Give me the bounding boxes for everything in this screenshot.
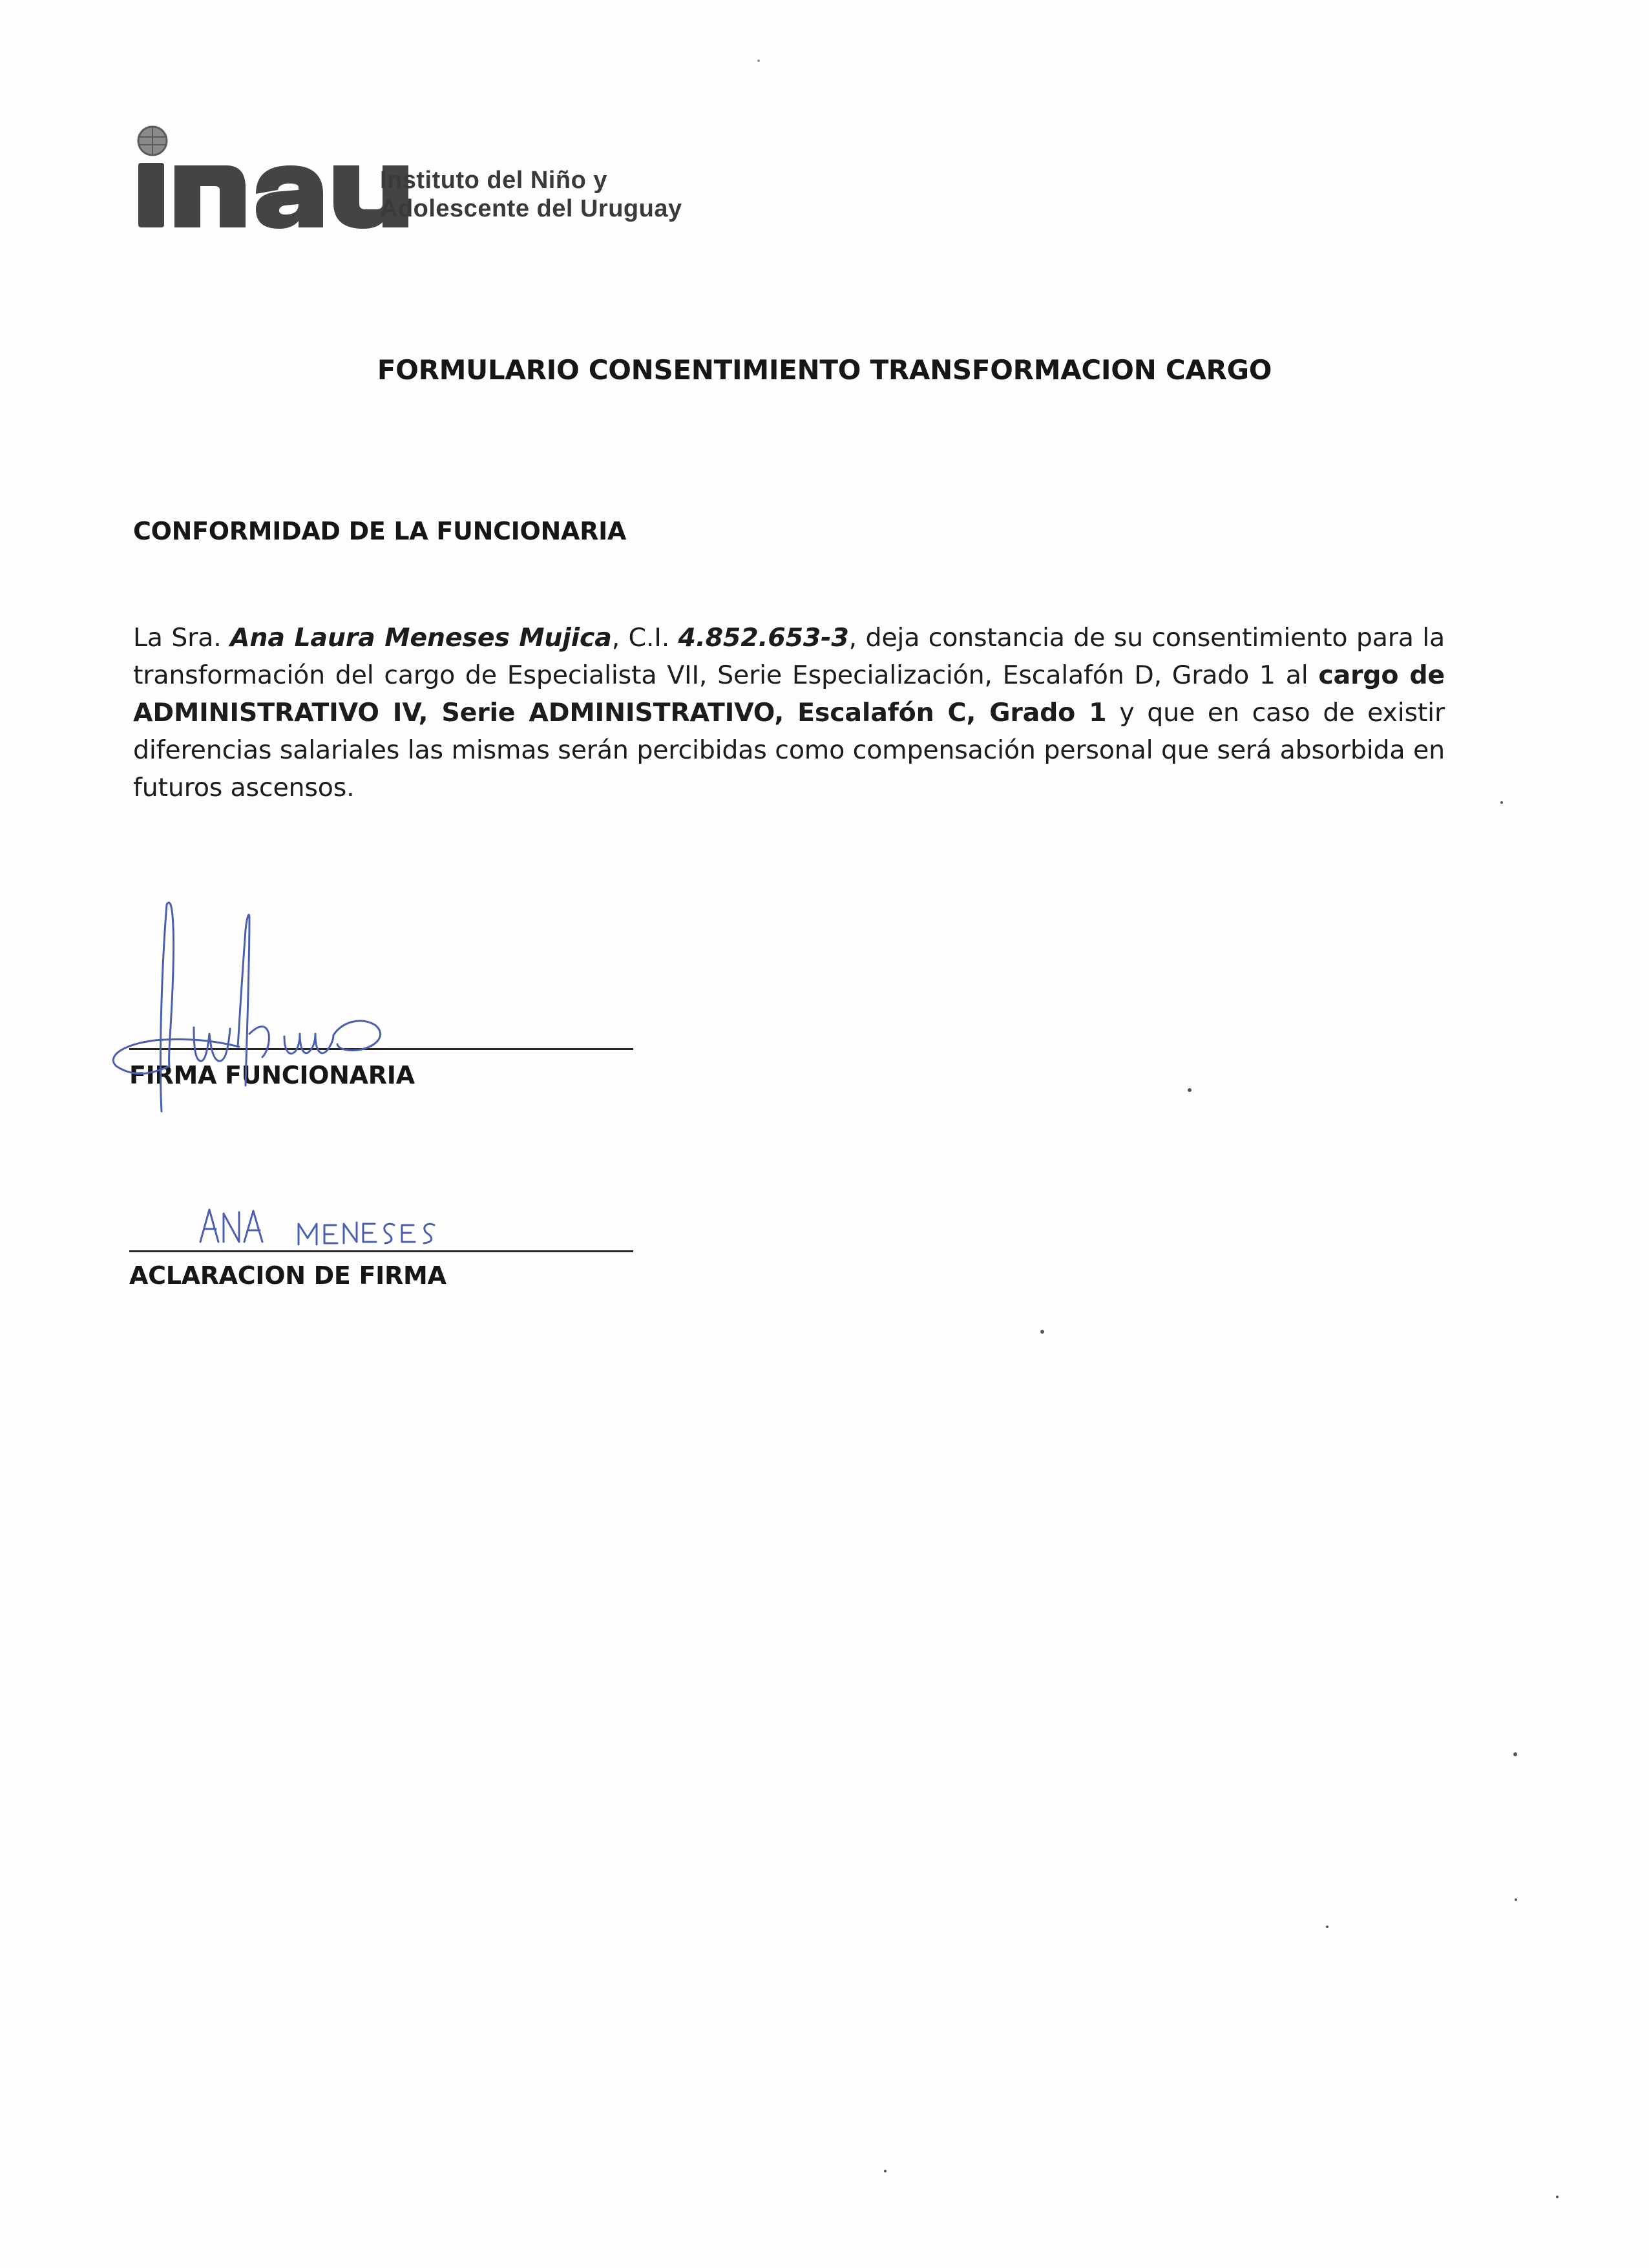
scan-speck [1040, 1330, 1044, 1334]
institution-name-line-2: Adolescente del Uruguay [380, 195, 682, 222]
consent-paragraph [133, 619, 1445, 806]
employee-name: Ana Laura Meneses Mujica [230, 623, 612, 653]
signature-icon [97, 892, 433, 1124]
scan-speck [884, 2170, 887, 2172]
scan-speck [1500, 801, 1503, 804]
scan-speck [757, 59, 760, 62]
section-heading: CONFORMIDAD DE LA FUNCIONARIA [133, 517, 627, 545]
paragraph-text-3: , deja constancia de su consentimiento para la transformación del cargo de Especialista VII, Serie Especialización, Escalafón D, Grado 1 al [133, 623, 1445, 690]
scan-speck [1556, 2196, 1559, 2198]
scan-speck [1515, 1898, 1517, 1901]
handwritten-clarification [194, 1202, 504, 1254]
employee-ci: 4.852.653-3 [678, 623, 849, 653]
institution-name-line-1: Instituto del Niño y [380, 167, 607, 194]
new-post: cargo de ADMINISTRATIVO IV, Serie ADMINISTRATIVO, Escalafón C, Grado 1 [133, 660, 1445, 728]
paragraph-text-2: , C.I. [611, 623, 678, 653]
scan-speck [1513, 1752, 1517, 1756]
handwritten-signature [97, 892, 433, 1124]
paragraph-text-1: La Sra. [133, 623, 231, 653]
handwritten-name-icon [194, 1202, 504, 1254]
scan-speck [1188, 1088, 1192, 1092]
scan-speck [1326, 1926, 1329, 1928]
clarification-line [129, 1250, 633, 1252]
document-title: FORMULARIO CONSENTIMIENTO TRANSFORMACION CARGO [377, 354, 1272, 386]
paragraph-text-4: y que en caso de existir diferencias salariales las mismas serán percibidas como compensación personal que será absorbida en futuros ascensos. [133, 698, 1445, 803]
signature-label: FIRMA FUNCIONARIA [129, 1061, 415, 1089]
clarification-label: ACLARACION DE FIRMA [129, 1261, 446, 1290]
